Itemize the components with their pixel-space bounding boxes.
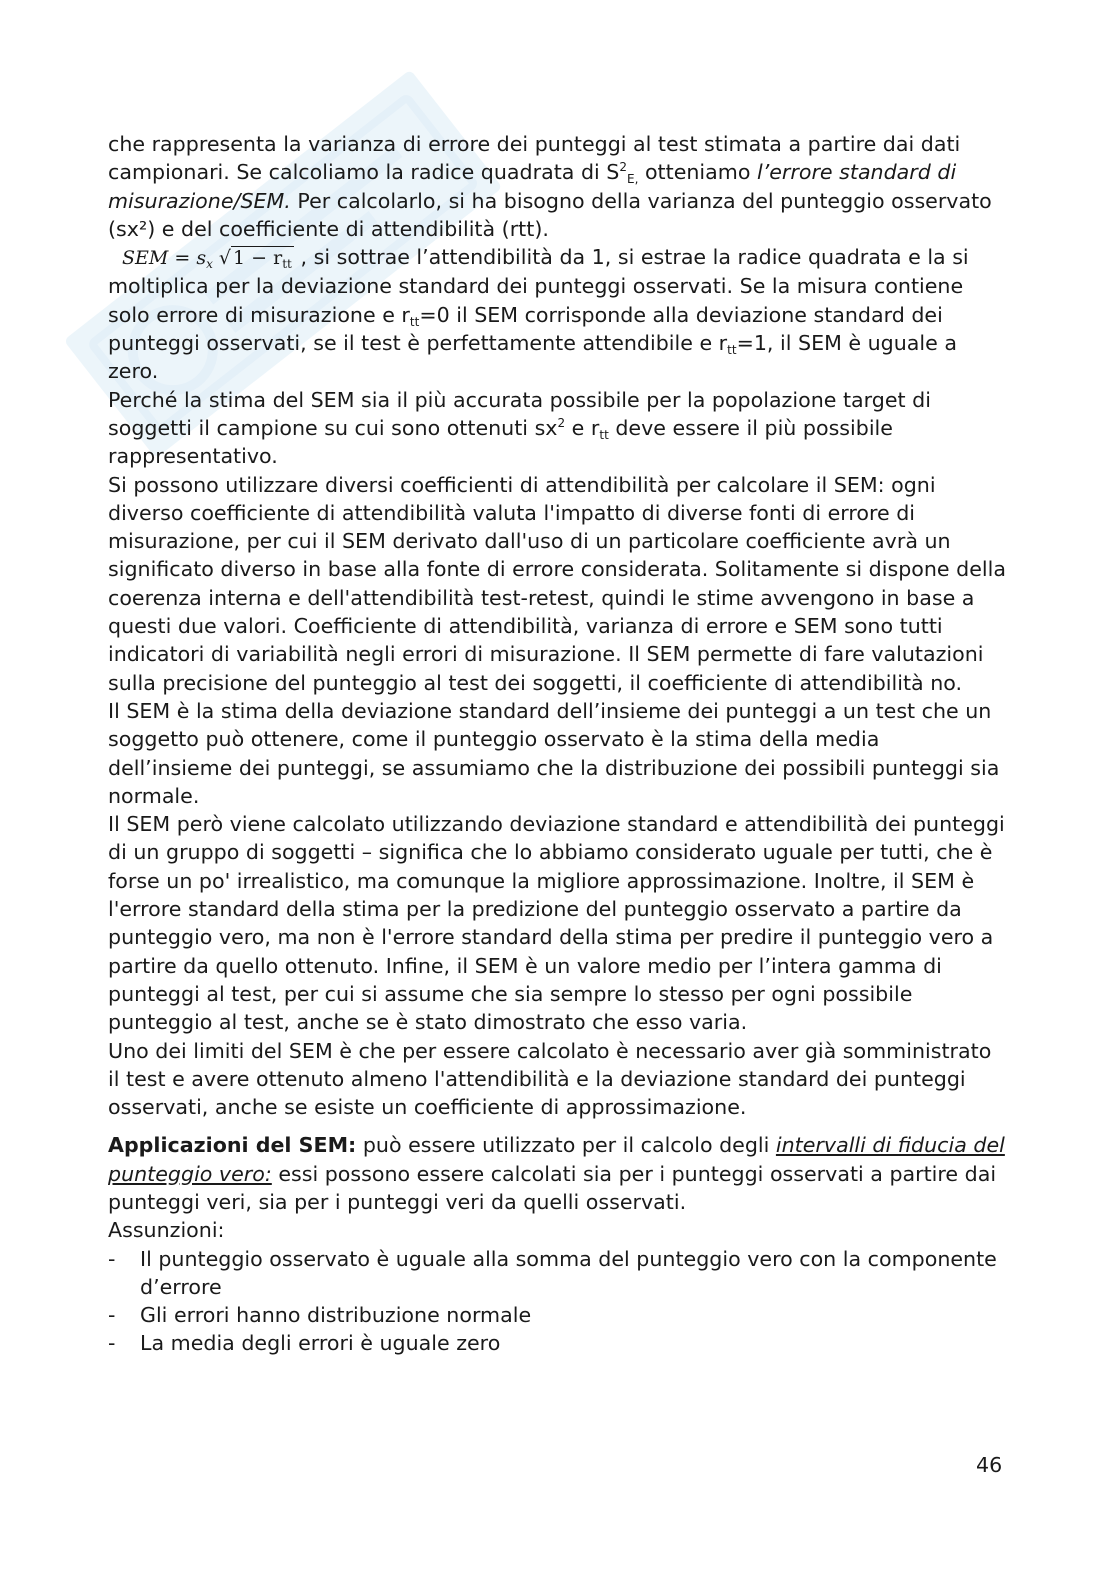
document-body (108, 130, 1008, 1358)
paragraph-4: Si possono utilizzare diversi coefficienti di attendibilità per calcolare il SEM: ogni diverso coefficiente di attendibilità valuta l'impatto di diverse fonti di errore di misurazione, per cui il SEM derivato dall'uso di un particolare coefficiente avrà un significato diverso in base alla fonte di errore considerata. Solitamente si dispone della coerenza interna e dell'attendibilità test-retest, quindi le stime avvengono in base a questi due valori. Coefficiente di attendibilità, varianza di errore e SEM sono tutti indicatori di variabilità negli errori di misurazione. Il SEM permette di fare valutazioni sulla precisione del punteggio al test dei soggetti, il coefficiente di attendibilità no. (108, 472, 1006, 695)
emphasis-sem: l’errore standard di misurazione/SEM. (108, 160, 957, 213)
sem-formula: SEM = $s_x$ √ $1 - r_{tt}$ (122, 247, 292, 272)
assumptions-title: Assunzioni: (108, 1218, 225, 1243)
paragraph-6: Il SEM però viene calcolato utilizzando deviazione standard e attendibilità dei punteggi di un gruppo di soggetti – significa che lo abbiamo considerato uguale per tutti, che è forse un po' irrealistico, ma comunque la migliore approssimazione. Inoltre, il SEM è l'errore standard della stima per la predizione del punteggio osservato a partire da punteggio vero, ma non è l'errore standard della stima per predire il punteggio vero a partire da quello ottenuto. Infine, il SEM è un valore medio per l’intera gamma di punteggi al test, per cui si assume che sia sempre lo stesso per ogni possibile punteggio al test, anche se è stato dimostrato che esso varia. (108, 812, 1005, 1035)
confidence-intervals-link[interactable]: intervalli di fiducia del punteggio vero: (108, 1133, 1005, 1186)
list-item: - La media degli errori è uguale zero (108, 1329, 1008, 1357)
paragraph-applications: Applicazioni del SEM: può essere utilizzato per il calcolo degli intervalli di fiducia del punteggio vero: essi possono essere calcolati sia per i punteggi osservati a partire dai punteggi veri, sia per i punteggi veri da quelli osservati. (108, 1133, 1005, 1214)
paragraph-7: Uno dei limiti del SEM è che per essere calcolato è necessario aver già somministrato il test e avere ottenuto almeno l'attendibilità e la deviazione standard dei punteggi osservati, anche se esiste un coefficiente di approssimazione. (108, 1038, 992, 1120)
paragraph-1: che rappresenta la varianza di errore dei punteggi al test stimata a partire dai dati campionari. Se calcoliamo la radice quadrata di $S^2_{E,}$ otteniamo l’errore standard di misurazione/SEM. Per calcolarlo, si ha bisogno della varianza del punteggio osservato (sx²) e del coefficiente di attendibilità (rtt). (108, 132, 992, 241)
list-item: - Il punteggio osservato è uguale alla somma del punteggio vero con la componente d’errore (108, 1245, 1008, 1302)
assumptions-list (108, 1245, 1008, 1358)
paragraph-3: Perché la stima del SEM sia il più accurata possibile per la popolazione target di soggetti il campione su cui sono ottenuti $sx^2$ e $r_{tt}$ deve essere il più possibile rappresentativo. (108, 387, 931, 469)
paragraph-5: Il SEM è la stima della deviazione standard dell’insieme dei punteggi a un test che un soggetto può ottenere, come il punteggio osservato è la stima della media dell’insieme dei punteggi, se assumiamo che la distribuzione dei possibili punteggi sia normale. (108, 698, 1000, 808)
list-item: - Gli errori hanno distribuzione normale (108, 1301, 1008, 1329)
paragraph-2: SEM = $s_x$ √ $1 - r_{tt}$ , si sottrae l’attendibilità da 1, si estrae la radice quadrata e la si moltiplica per la deviazione standard dei punteggi osservati. Se la misura contiene solo errore di misurazione e $r_{tt}=0$ il SEM corrisponde alla deviazione standard dei punteggi osservati, se il test è perfettamente attendibile e $r_{tt}=1$, il SEM è uguale a zero. (108, 245, 969, 384)
page-number: 46 (976, 1453, 1003, 1477)
applications-heading: Applicazioni del SEM: (108, 1133, 357, 1158)
